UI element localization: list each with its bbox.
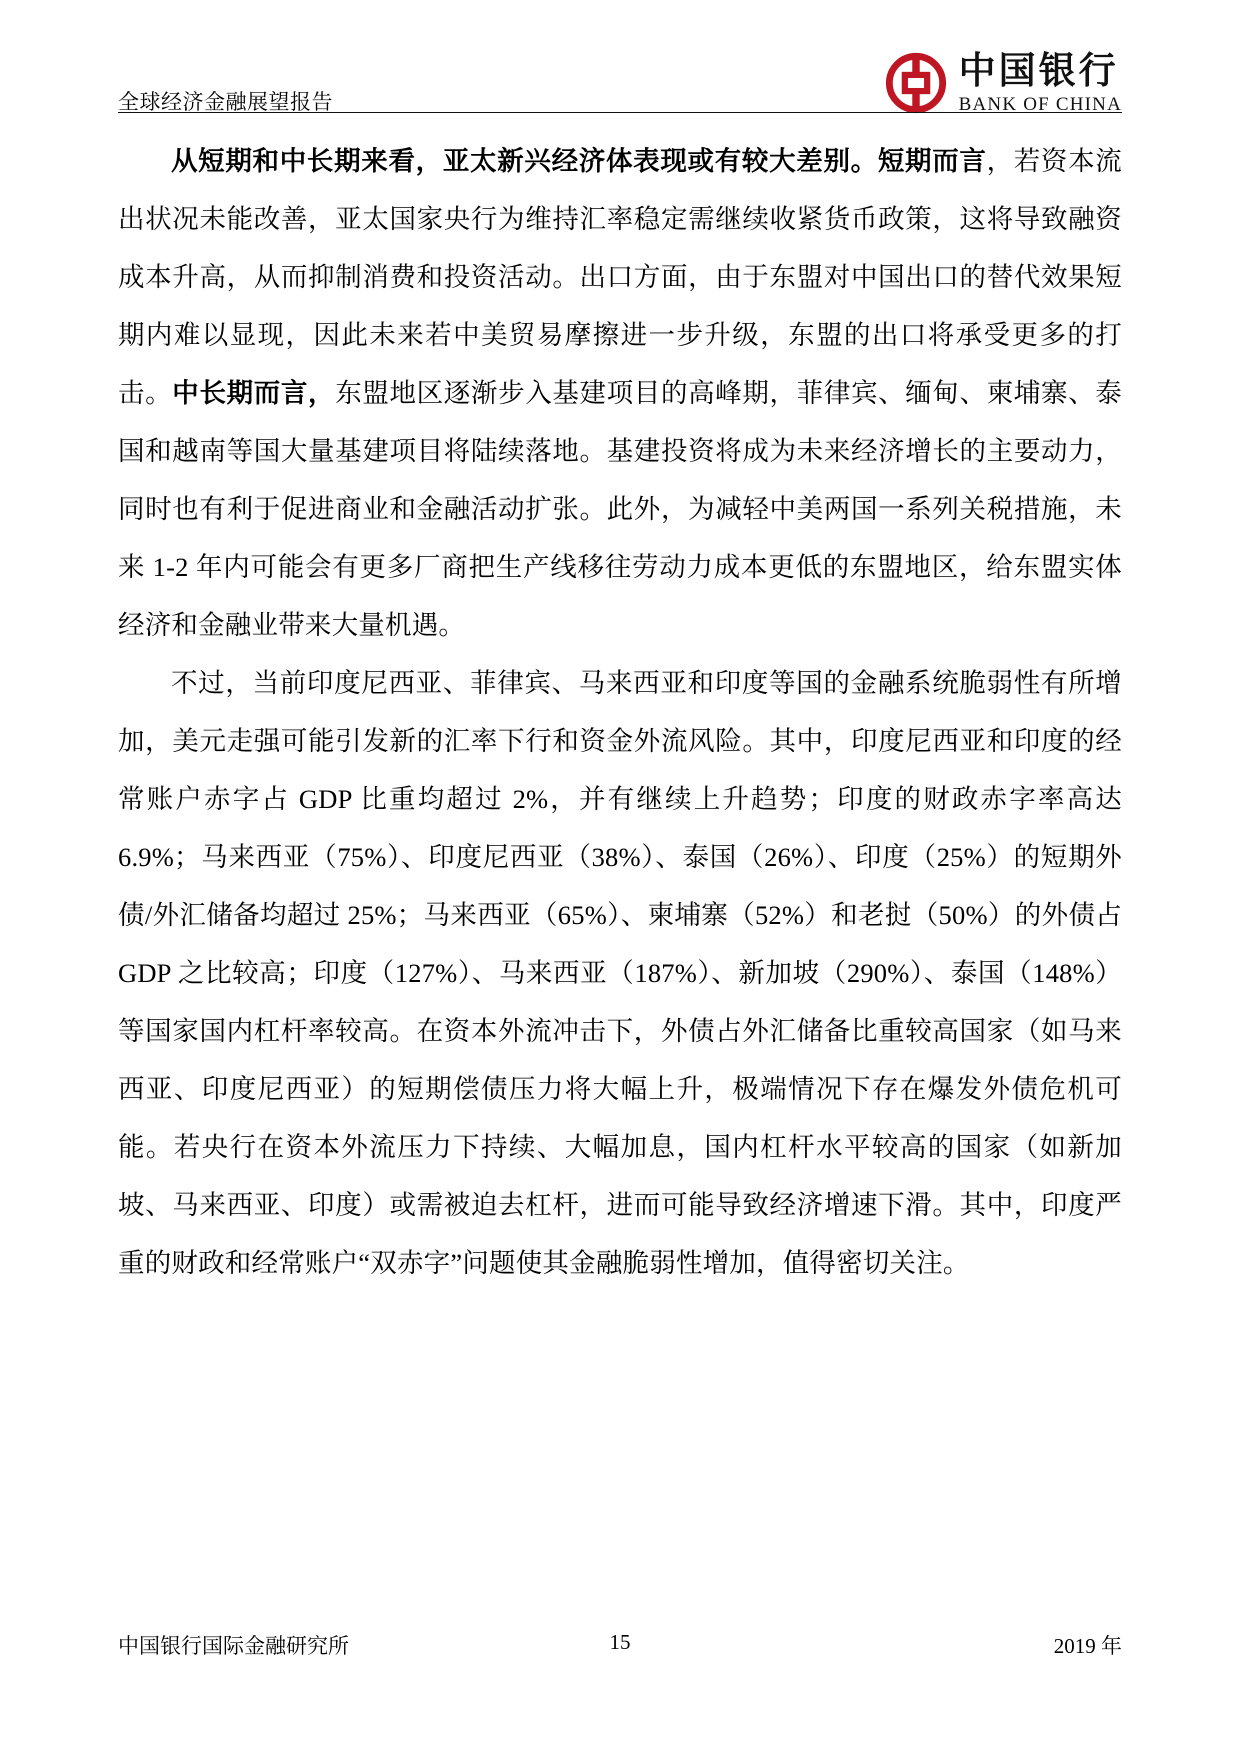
bank-of-china-logo [885,52,1122,116]
text-run: ，若资本流出状况未能改善，亚太国家央行为维持汇率稳定需继续收紧货币政策，这将导致融资成本升高，从而抑制消费和投资活动。出口方面，由于东盟对中国出口的替代效果短期内难以显现，因此未来若中美贸易摩擦进一步升级，东盟的出口将承受更多的打击。 [118,146,1123,408]
boc-emblem-icon [885,52,947,114]
footer-year: 2019 年 [1053,1634,1122,1658]
paragraph-para-financial-fragility [118,654,1122,1292]
page-header [118,38,1122,116]
text-run-bold: 中长期而言， [172,378,336,408]
header-divider [118,112,1122,113]
footer-page-number: 15 [609,1630,631,1654]
boc-name-english: BANK OF CHINA [958,93,1122,115]
document-body [118,132,1122,1292]
page-footer [118,1630,1122,1660]
footer-institution: 中国银行国际金融研究所 [118,1634,349,1658]
text-run: 不过，当前印度尼西亚、菲律宾、马来西亚和印度等国的金融系统脆弱性有所增加，美元走强可能引发新的汇率下行和资金外流风险。其中，印度尼西亚和印度的经常账户赤字占 GDP 比重均超过 2%，并有继续上升趋势；印度的财政赤字率高达 6.9%；马来西亚（75%）、印度尼西亚（38%）、泰国（26%）、印度（25%）的短期外债/外汇储备均超过 25%；马来西亚（65%）、柬埔寨（52%）和老挝（50%）的外债占 GDP 之比较高；印度（127%）、马来西亚（187%）、新加坡（290%）、泰国（148%）等国家国内杠杆率较高。在资本外流冲击下，外债占外汇储备比重较高国家（如马来西亚、印度尼西亚）的短期偿债压力将大幅上升，极端情况下存在爆发外债危机可能。若央行在资本外流压力下持续、大幅加息，国内杠杆水平较高的国家（如新加坡、马来西亚、印度）或需被迫去杠杆，进而可能导致经济增速下滑。其中，印度严重的财政和经常账户“双赤字”问题使其金融脆弱性增加，值得密切关注。 [118,668,1122,1278]
text-run-bold: 从短期和中长期来看，亚太新兴经济体表现或有较大差别。短期而言 [171,146,987,176]
paragraph-para-asia-outlook [118,132,1122,654]
text-run: 东盟地区逐渐步入基建项目的高峰期，菲律宾、缅甸、柬埔寨、泰国和越南等国大量基建项目将陆续落地。基建投资将成为未来经济增长的主要动力，同时也有利于促进商业和金融活动扩张。此外，为减轻中美两国一系列关税措施，未来 1-2 年内可能会有更多厂商把生产线移往劳动力成本更低的东盟地区，给东盟实体经济和金融业带来大量机遇。 [118,378,1122,640]
report-title: 全球经济金融展望报告 [118,90,333,114]
boc-name-chinese: 中国银行 [958,50,1119,92]
boc-wordmark [958,50,1122,115]
